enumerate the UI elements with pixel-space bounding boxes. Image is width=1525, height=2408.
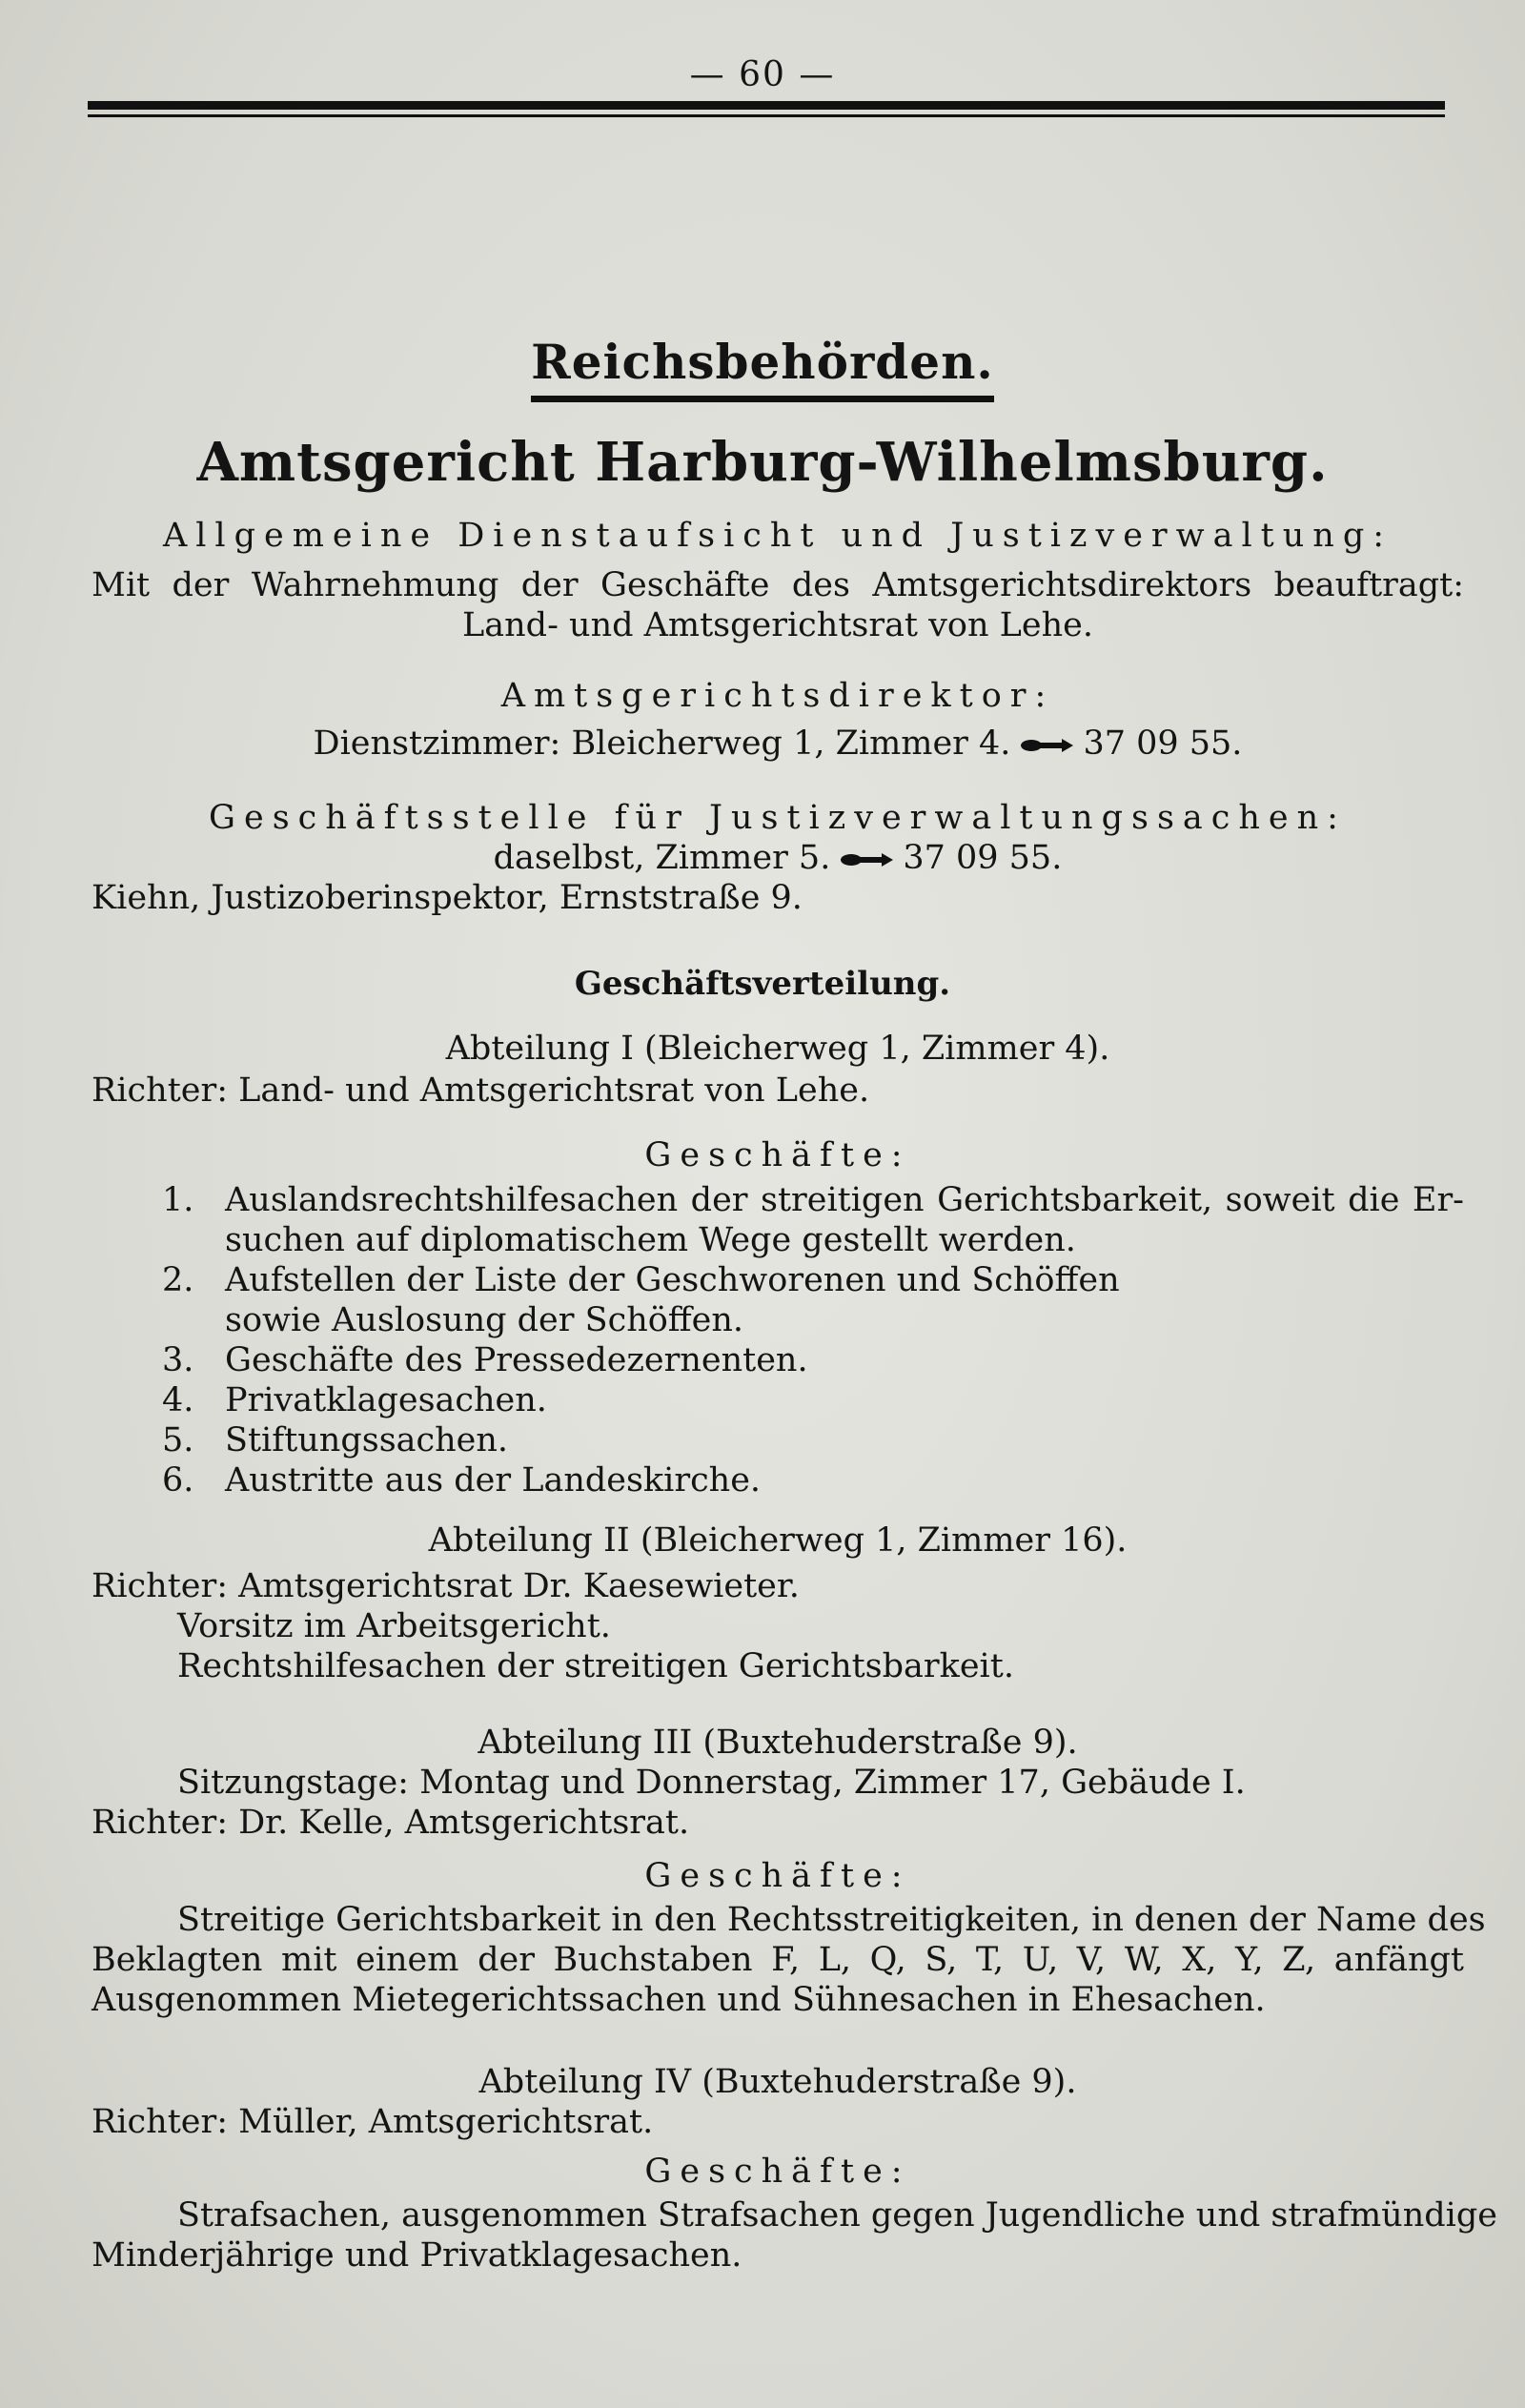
director-office: Dienstzimmer: Bleicherweg 1, Zimmer 4. xyxy=(313,724,1011,763)
dept2-line-1: Vorsitz im Arbeitsgericht. xyxy=(177,1607,611,1645)
list-item: 3. Geschäfte des Pressedezernenten. xyxy=(162,1341,808,1379)
list-item: 1. Auslandsrechtshilfesachen der streitigen Gerichtsbarkeit, soweit die Er- suchen auf diplomatischem Wege gestellt werden. xyxy=(162,1181,1464,1259)
dept3-title: Abteilung III (Buxtehuderstraße 9). xyxy=(478,1724,1078,1762)
director-phone: 37 09 55. xyxy=(1083,724,1243,763)
list-item: 5. Stiftungssachen. xyxy=(162,1421,509,1459)
dept1-judge: Richter: Land- und Amtsgerichtsrat von Lehe. xyxy=(92,1071,870,1110)
dept1-task-list xyxy=(162,1180,1464,1500)
director-title: Amtsgerichtsdirektor: xyxy=(500,677,1055,715)
dept3-sessions: Sitzungstage: Montag und Donnerstag, Zimmer 17, Gebäude I. xyxy=(177,1764,1246,1802)
dept3-line-2: Beklagten mit einem der Buchstaben F, L, Q, S, T, U, V, W, X, Y, Z, anfängt xyxy=(92,1941,1464,1979)
dept1-title: Abteilung I (Bleicherweg 1, Zimmer 4). xyxy=(445,1030,1110,1068)
dept3-line-3: Ausgenommen Mietegerichtssachen und Sühnesachen in Ehesachen. xyxy=(92,1981,1266,2019)
general-title: Allgemeine Dienstaufsicht und Justizverwaltung: xyxy=(162,517,1393,555)
dept2-line-2: Rechtshilfesachen der streitigen Gerichtsbarkeit. xyxy=(177,1647,1014,1685)
distribution-title: Geschäftsverteilung. xyxy=(574,965,951,1003)
dept3-line-1: Streitige Gerichtsbarkeit in den Rechtsstreitigkeiten, in denen der Name des xyxy=(177,1901,1486,1939)
dept3-judge: Richter: Dr. Kelle, Amtsgerichtsrat. xyxy=(92,1804,690,1842)
list-item: 6. Austritte aus der Landeskirche. xyxy=(162,1461,762,1500)
dept4-tasks-title: Geschäfte: xyxy=(644,2153,911,2191)
page-number: — 60 — xyxy=(689,55,836,94)
dept1-tasks-title: Geschäfte: xyxy=(644,1136,911,1174)
dept4-title: Abteilung IV (Buxtehuderstraße 9). xyxy=(478,2063,1077,2101)
dept2-judge: Richter: Amtsgerichtsrat Dr. Kaesewieter. xyxy=(92,1567,800,1605)
office-justice-phone: 37 09 55. xyxy=(903,839,1063,877)
dept4-line-1: Strafsachen, ausgenommen Strafsachen gegen Jugendliche und strafmündige xyxy=(177,2196,1497,2235)
dept4-line-2: Minderjährige und Privatklagesachen. xyxy=(92,2236,742,2275)
telephone-icon xyxy=(1020,739,1073,752)
general-line-1: Mit der Wahrnehmung der Geschäfte des Amtsgerichtsdirektors beauftragt: xyxy=(92,566,1464,604)
dept2-title: Abteilung II (Bleicherweg 1, Zimmer 16). xyxy=(428,1521,1128,1560)
general-line-2: Land- und Amtsgerichtsrat von Lehe. xyxy=(462,606,1093,644)
court-name: Amtsgericht Harburg-Wilhelmsburg. xyxy=(196,431,1329,494)
office-justice-line-2: Kiehn, Justizoberinspektor, Ernststraße 9. xyxy=(92,879,803,917)
dept4-judge: Richter: Müller, Amtsgerichtsrat. xyxy=(92,2103,654,2141)
list-item: 2. Aufstellen der Liste der Geschworenen und Schöffen sowie Auslosung der Schöffen. xyxy=(162,1261,1120,1339)
office-justice-line-1 xyxy=(92,837,1464,879)
list-item: 4. Privatklagesachen. xyxy=(162,1381,547,1419)
telephone-icon xyxy=(840,853,893,867)
top-rule-thick xyxy=(88,101,1445,110)
section-heading xyxy=(0,334,1525,402)
dept3-tasks-title: Geschäfte: xyxy=(644,1857,911,1895)
office-justice-room: daselbst, Zimmer 5. xyxy=(493,839,831,877)
top-rule-thin xyxy=(88,114,1445,117)
office-justice-title: Geschäftsstelle für Justizverwaltungssachen: xyxy=(209,799,1347,837)
section-heading-text: Reichsbehörden. xyxy=(531,334,994,402)
director-office-line xyxy=(92,723,1464,765)
